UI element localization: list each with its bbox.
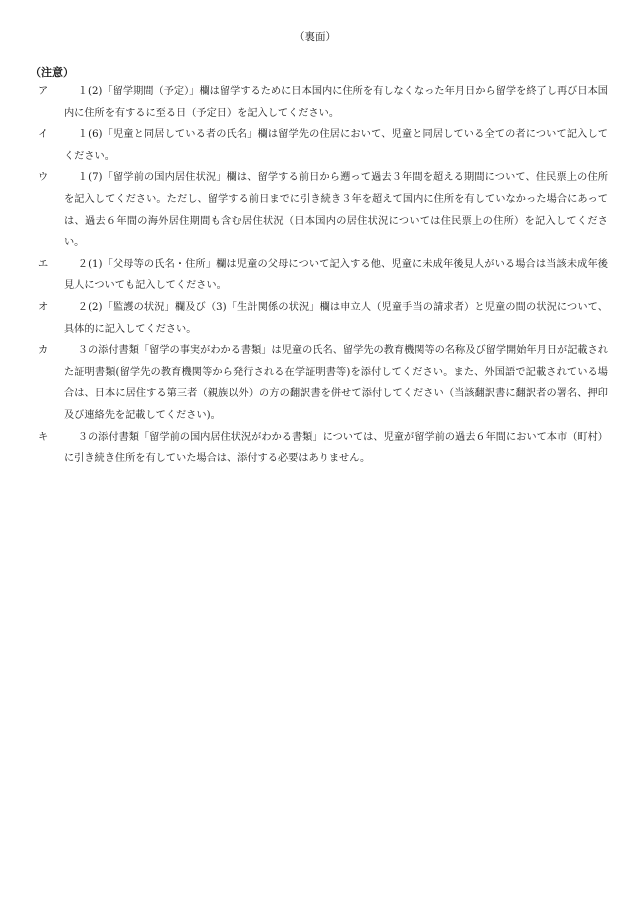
note-item-o [38, 297, 608, 340]
note-text: ３の添付書類「留学前の国内居住状況がわかる書類」については、児童が留学前の過去６年間において本市（町村）に引き続き住所を有していた場合は、添付する必要はありません。 [64, 431, 608, 465]
note-item-ka [38, 340, 608, 426]
note-item-i [38, 124, 608, 167]
notes-heading: （注意） [30, 66, 74, 79]
note-text: ２(1)「父母等の氏名・住所」欄は児童の父母について記入する他、児童に未成年後見人がいる場合は当該未成年後見人についても記入してください。 [64, 258, 608, 292]
note-item-ki [38, 427, 608, 470]
note-text: ２(2)「監護の状況」欄及び（3)「生計関係の状況」欄は申立人（児童手当の請求者）と児童の間の状況について、具体的に記入してください。 [64, 301, 608, 335]
note-marker: ウ [38, 172, 49, 184]
note-text: １(7)「留学前の国内居住状況」欄は、留学する前日から遡って過去３年間を超える期間について、住民票上の住所を記入してください。ただし、留学する前日までに引き続き３年を超えて国内に住所を有していなかった場合にあっては、過去６年間の海外居住期間も含む居住状況（日本国内の居住状況については住民票上の住所）を記入してください。 [64, 172, 608, 249]
note-text: １(2)「留学期間（予定）」欄は留学するために日本国内に住所を有しなくなった年月日から留学を終了し再び日本国内に住所を有するに至る日（予定日）を記入してください。 [64, 86, 608, 119]
notes-list [38, 81, 608, 470]
note-marker: ア [38, 86, 49, 97]
note-marker: エ [38, 258, 49, 270]
note-marker: キ [38, 431, 49, 443]
page-side-label: （裏面） [294, 31, 336, 43]
note-item-u [38, 167, 608, 253]
note-marker: カ [38, 345, 49, 357]
note-text: １(6)「児童と同居している者の氏名」欄は留学先の住居において、児童と同居している全ての者について記入してください。 [64, 129, 608, 162]
note-item-a [38, 81, 608, 124]
note-marker: イ [38, 129, 49, 141]
note-marker: オ [38, 301, 49, 313]
note-text: ３の添付書類「留学の事実がわかる書類」は児童の氏名、留学先の教育機関等の名称及び留学開始年月日が記載された証明書類(留学先の教育機関等から発行される在学証明書等)を添付してください。また、外国語で記載されている場合は、日本に居住する第三者（親族以外）の方の翻訳書を併せて添付してください（当該翻訳書に翻訳者の署名、押印及び連絡先を記載してください)。 [64, 345, 608, 421]
note-item-e [38, 254, 608, 297]
